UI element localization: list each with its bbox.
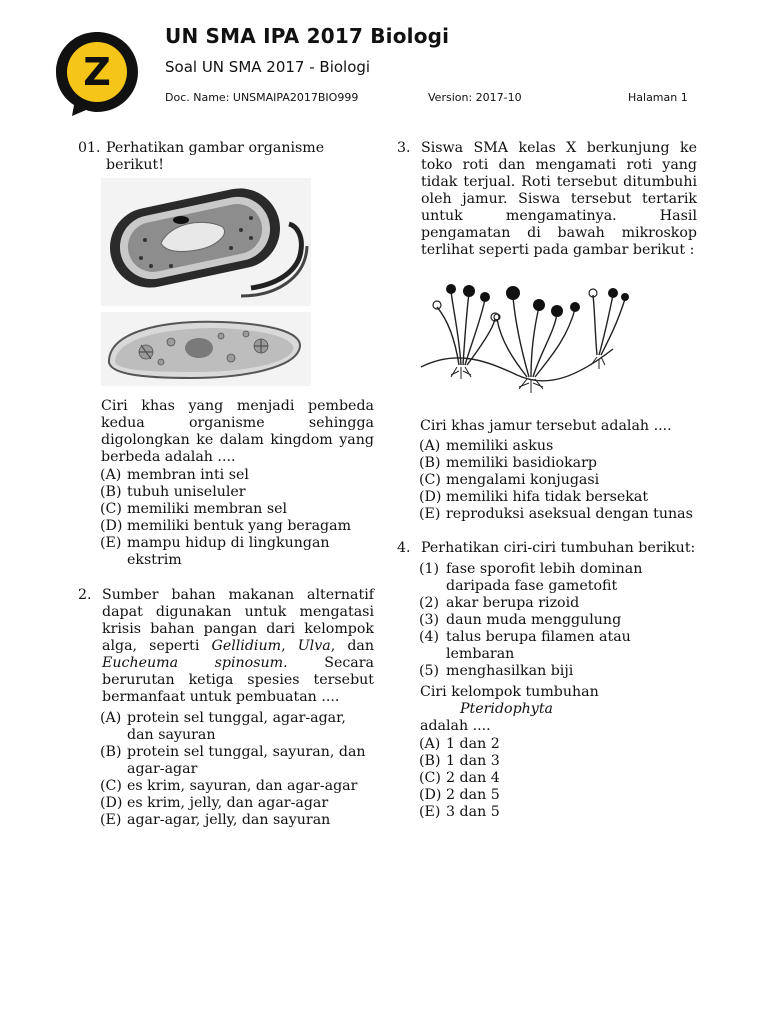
option-label: (B) (100, 484, 122, 500)
option-d[interactable] (419, 787, 697, 804)
feature-label: (3) (419, 612, 440, 628)
question-4-text: Ciri kelompok tumbuhan Pteridophyta adalah .... (420, 684, 599, 734)
feature-text: fase sporofit lebih dominan daripada fase gametofit (446, 561, 643, 594)
option-text: 1 dan 2 (446, 736, 500, 752)
option-text: 2 dan 5 (446, 787, 500, 803)
feature-text: daun muda menggulung (446, 612, 622, 628)
option-text: protein sel tunggal, sayuran, dan agar-agar (127, 744, 366, 777)
option-c[interactable] (419, 472, 697, 489)
bacteria-illustration (101, 178, 311, 306)
feature-text: akar berupa rizoid (446, 595, 580, 611)
option-text: 1 dan 3 (446, 753, 500, 769)
question-1 (78, 140, 374, 569)
question-3-number: 3. (397, 140, 411, 156)
zenius-logo (52, 28, 142, 118)
option-label: (E) (419, 804, 441, 820)
option-a[interactable] (419, 438, 697, 455)
option-text: mampu hidup di lingkungan ekstrim (127, 535, 330, 568)
option-label: (D) (100, 518, 123, 534)
option-label: (B) (419, 753, 441, 769)
feature-label: (2) (419, 595, 440, 611)
option-text: membran inti sel (127, 467, 249, 483)
option-a[interactable] (419, 736, 697, 753)
option-label: (B) (100, 744, 122, 760)
option-text: memiliki hifa tidak bersekat (446, 489, 649, 505)
option-label: (A) (419, 736, 441, 752)
logo-letter: Z (83, 50, 111, 94)
option-b[interactable] (100, 484, 374, 501)
option-d[interactable] (100, 518, 374, 535)
document-title: UN SMA IPA 2017 Biologi (165, 24, 450, 48)
option-c[interactable] (100, 778, 374, 795)
question-3-stem: Siswa SMA kelas X berkunjung ke toko roti dan mengamati roti yang tidak terjual. Roti tersebut ditumbuhi oleh jamur. Siswa tersebut tertarik untuk mengamatinya. Hasil pengamatan di bawah mikroskop terlihat seperti pada gambar berikut : (421, 140, 697, 258)
feature-label: (5) (419, 663, 440, 679)
option-label: (E) (100, 812, 122, 828)
option-label: (E) (100, 535, 122, 551)
question-4-number: 4. (397, 540, 411, 556)
doc-version: Version: 2017-10 (428, 91, 522, 104)
feature-text: talus berupa filamen atau lembaran (446, 629, 631, 662)
doc-name: Doc. Name: UNSMAIPA2017BIO999 (165, 91, 359, 104)
question-1-options (78, 467, 374, 569)
option-a[interactable] (100, 710, 374, 744)
question-1-stem: Perhatikan gambar organisme berikut! (106, 140, 325, 173)
option-text: memiliki basidiokarp (446, 455, 597, 471)
question-2-options (78, 710, 374, 829)
option-label: (C) (100, 501, 122, 517)
feature-1 (419, 561, 697, 595)
option-d[interactable] (419, 489, 697, 506)
feature-2 (419, 595, 697, 612)
feature-3 (419, 612, 697, 629)
mold-illustration (417, 279, 637, 399)
document-subtitle: Soal UN SMA 2017 - Biologi (165, 58, 371, 76)
feature-text: menghasilkan biji (446, 663, 574, 679)
option-label: (C) (419, 770, 441, 786)
option-text: 2 dan 4 (446, 770, 500, 786)
paramecium-illustration (101, 312, 311, 386)
question-3-options (397, 438, 697, 523)
option-text: memiliki membran sel (127, 501, 288, 517)
question-2-stem: Sumber bahan makanan alternatif dapat digunakan untuk mengatasi krisis bahan pangan dari kelompok alga, seperti Gellidium, Ulva, dan Eucheuma spinosum. Secara berurutan ketiga spesies tersebut bermanfaat untuk pembuatan .... (102, 587, 375, 705)
option-text: mengalami konjugasi (446, 472, 600, 488)
option-b[interactable] (419, 753, 697, 770)
option-label: (A) (419, 438, 441, 454)
option-b[interactable] (100, 744, 374, 778)
question-2-number: 2. (78, 587, 92, 603)
option-b[interactable] (419, 455, 697, 472)
left-column (78, 140, 374, 829)
question-4-features (397, 561, 697, 680)
feature-4 (419, 629, 697, 663)
option-e[interactable] (419, 506, 697, 523)
option-label: (A) (100, 710, 122, 726)
page-number: Halaman 1 (628, 91, 688, 104)
option-label: (D) (419, 489, 442, 505)
option-text: memiliki bentuk yang beragam (127, 518, 352, 534)
feature-5 (419, 663, 697, 680)
option-text: es krim, jelly, dan agar-agar (127, 795, 329, 811)
right-column (397, 140, 697, 821)
option-text: protein sel tunggal, agar-agar, dan sayuran (127, 710, 346, 743)
feature-label: (4) (419, 629, 440, 645)
option-text: 3 dan 5 (446, 804, 500, 820)
option-text: reproduksi aseksual dengan tunas (446, 506, 693, 522)
option-d[interactable] (100, 795, 374, 812)
option-text: agar-agar, jelly, dan sayuran (127, 812, 331, 828)
option-e[interactable] (419, 804, 697, 821)
option-text: tubuh uniseluler (127, 484, 246, 500)
option-label: (E) (419, 506, 441, 522)
option-label: (D) (100, 795, 123, 811)
question-3 (397, 140, 697, 523)
option-e[interactable] (100, 812, 374, 829)
option-label: (D) (419, 787, 442, 803)
question-1-text: Ciri khas yang menjadi pembeda kedua organisme sehingga digolongkan ke dalam kingdom yang berbeda adalah .... (101, 398, 374, 465)
question-4 (397, 540, 697, 821)
question-4-options (397, 736, 697, 821)
option-label: (C) (419, 472, 441, 488)
question-2 (78, 587, 374, 829)
question-3-text: Ciri khas jamur tersebut adalah .... (420, 418, 672, 434)
option-label: (C) (100, 778, 122, 794)
option-c[interactable] (100, 501, 374, 518)
feature-label: (1) (419, 561, 440, 577)
question-1-number: 01. (78, 140, 101, 156)
option-e[interactable] (100, 535, 374, 569)
option-a[interactable] (100, 467, 374, 484)
question-4-stem: Perhatikan ciri-ciri tumbuhan berikut: (421, 540, 696, 556)
option-label: (B) (419, 455, 441, 471)
option-text: es krim, sayuran, dan agar-agar (127, 778, 358, 794)
option-label: (A) (100, 467, 122, 483)
option-text: memiliki askus (446, 438, 554, 454)
option-c[interactable] (419, 770, 697, 787)
